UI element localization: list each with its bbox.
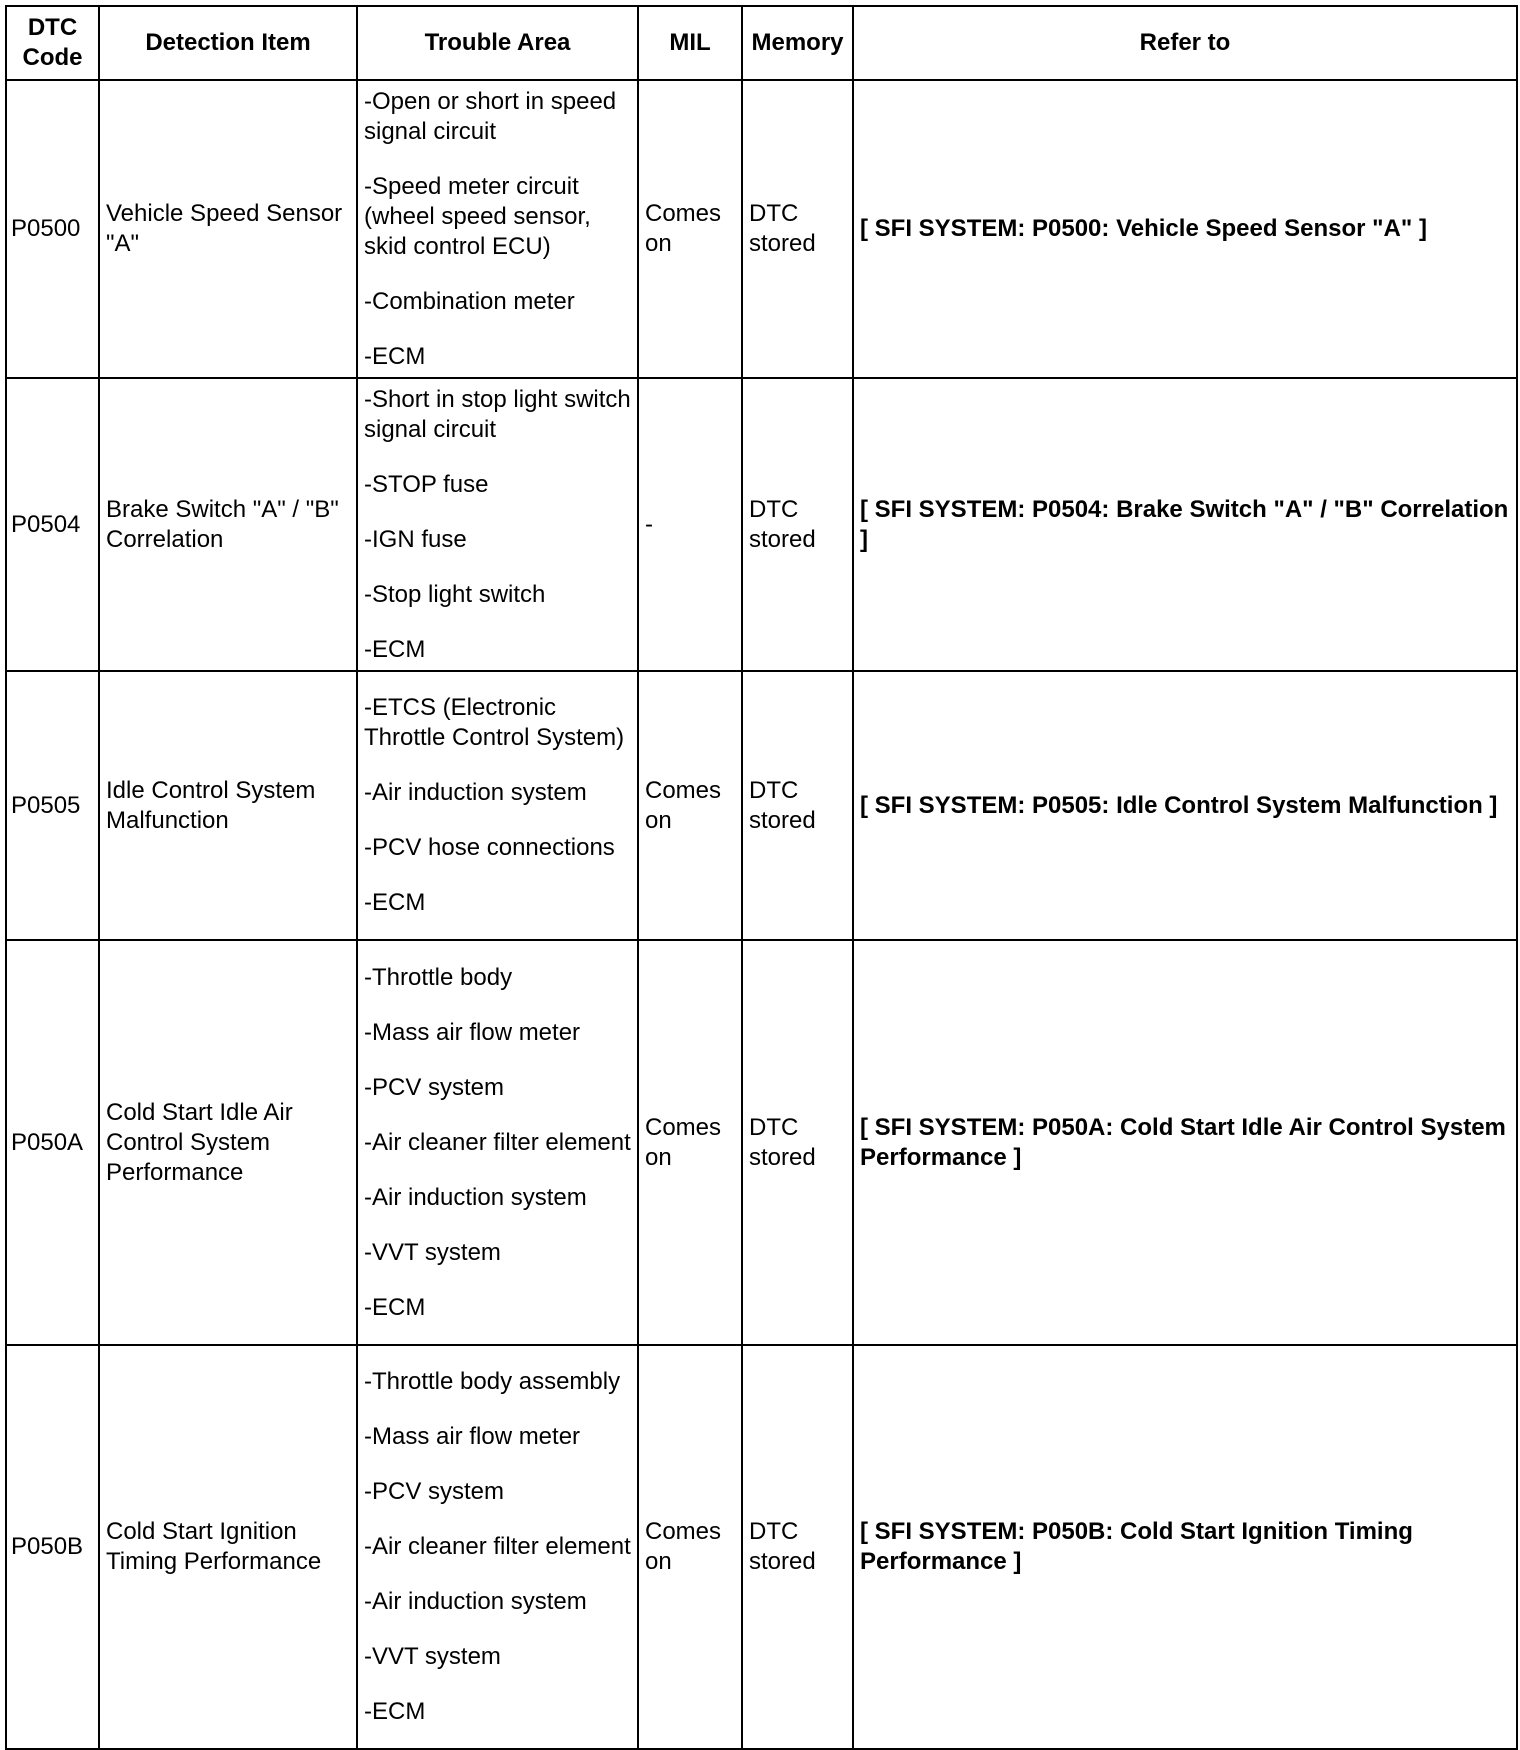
refer-to-link[interactable]: [ SFI SYSTEM: P050B: Cold Start Ignition Timing Performance ] <box>853 1345 1517 1749</box>
mil-cell: Comes on <box>638 80 742 378</box>
header-memory: Memory <box>742 6 853 80</box>
memory-cell: DTC stored <box>742 1345 853 1749</box>
header-row <box>6 6 1517 80</box>
table-row <box>6 671 1517 940</box>
memory-cell: DTC stored <box>742 80 853 378</box>
refer-to-link[interactable]: [ SFI SYSTEM: P0500: Vehicle Speed Sensor "A" ] <box>853 80 1517 378</box>
detection-item-cell: Cold Start Ignition Timing Performance <box>99 1345 357 1749</box>
trouble-area-item: -Air induction system <box>364 1183 587 1211</box>
refer-to-link[interactable]: [ SFI SYSTEM: P050A: Cold Start Idle Air Control System Performance ] <box>853 940 1517 1345</box>
memory-cell: DTC stored <box>742 940 853 1345</box>
refer-to-link[interactable]: [ SFI SYSTEM: P0504: Brake Switch "A" / "B" Correlation ] <box>853 378 1517 671</box>
trouble-area-item: -Air cleaner filter element <box>364 1533 631 1560</box>
trouble-area-item: -Throttle body assembly <box>364 1368 621 1395</box>
table-row <box>6 378 1517 671</box>
header-mil: MIL <box>638 6 742 80</box>
trouble-area-item: -ECM <box>364 889 426 916</box>
trouble-area-item: -ETCS (Electronic Throttle Control System) <box>364 694 625 751</box>
trouble-area-item: -Short in stop light switch signal circuit <box>364 385 631 443</box>
trouble-area-cell <box>357 378 638 671</box>
mil-cell: Comes on <box>638 940 742 1345</box>
dtc-table <box>5 5 1518 1750</box>
detection-item-cell: Cold Start Idle Air Control System Performance <box>99 940 357 1345</box>
trouble-area-cell <box>357 1345 638 1749</box>
mil-cell: Comes on <box>638 1345 742 1749</box>
trouble-area-item: -PCV system <box>364 1478 505 1505</box>
trouble-area-cell <box>357 80 638 378</box>
dtc-code-cell: P050B <box>6 1345 99 1749</box>
table-row <box>6 1345 1517 1749</box>
dtc-table-page <box>5 5 1518 1750</box>
mil-cell: - <box>638 378 742 671</box>
table-row <box>6 80 1517 378</box>
header-detection-item: Detection Item <box>99 6 357 80</box>
header-dtc-code-line1: DTC <box>27 14 78 41</box>
header-dtc-code-line2: Code <box>22 44 83 71</box>
header-refer-to: Refer to <box>853 6 1517 80</box>
mil-cell: Comes on <box>638 671 742 940</box>
trouble-area-item: -Mass air flow meter <box>364 1423 581 1450</box>
header-dtc-code <box>6 6 99 80</box>
trouble-area-item: -Throttle body <box>364 963 513 991</box>
trouble-area-item: -VVT system <box>364 1238 501 1266</box>
trouble-area-item: -Air induction system <box>364 1588 587 1615</box>
dtc-code-cell: P0504 <box>6 378 99 671</box>
detection-item-cell: Idle Control System Malfunction <box>99 671 357 940</box>
trouble-area-item: -STOP fuse <box>364 470 489 498</box>
header-trouble-area: Trouble Area <box>357 6 638 80</box>
trouble-area-item: -ECM <box>364 1698 426 1725</box>
table-row <box>6 940 1517 1345</box>
dtc-code-cell: P0505 <box>6 671 99 940</box>
trouble-area-cell <box>357 671 638 940</box>
trouble-area-item: -VVT system <box>364 1643 501 1670</box>
detection-item-cell: Vehicle Speed Sensor "A" <box>99 80 357 378</box>
trouble-area-item: -Air induction system <box>364 779 587 806</box>
detection-item-cell: Brake Switch "A" / "B" Correlation <box>99 378 357 671</box>
trouble-area-item: -ECM <box>364 1293 426 1321</box>
trouble-area-cell <box>357 940 638 1345</box>
refer-to-link[interactable]: [ SFI SYSTEM: P0505: Idle Control System Malfunction ] <box>853 671 1517 940</box>
dtc-code-cell: P0500 <box>6 80 99 378</box>
trouble-area-item: -Air cleaner filter element <box>364 1128 631 1156</box>
memory-cell: DTC stored <box>742 378 853 671</box>
trouble-area-item: -Stop light switch <box>364 580 546 608</box>
trouble-area-item: -Open or short in speed signal circuit <box>364 87 617 145</box>
trouble-area-item: -Combination meter <box>364 287 575 315</box>
trouble-area-item: -ECM <box>364 342 426 370</box>
trouble-area-item: -PCV system <box>364 1073 505 1101</box>
trouble-area-item: -PCV hose connections <box>364 834 615 861</box>
trouble-area-item: -IGN fuse <box>364 525 467 553</box>
dtc-code-cell: P050A <box>6 940 99 1345</box>
memory-cell: DTC stored <box>742 671 853 940</box>
trouble-area-item: -Mass air flow meter <box>364 1018 581 1046</box>
trouble-area-item: -ECM <box>364 635 426 663</box>
trouble-area-item: -Speed meter circuit (wheel speed sensor, skid control ECU) <box>364 172 591 260</box>
